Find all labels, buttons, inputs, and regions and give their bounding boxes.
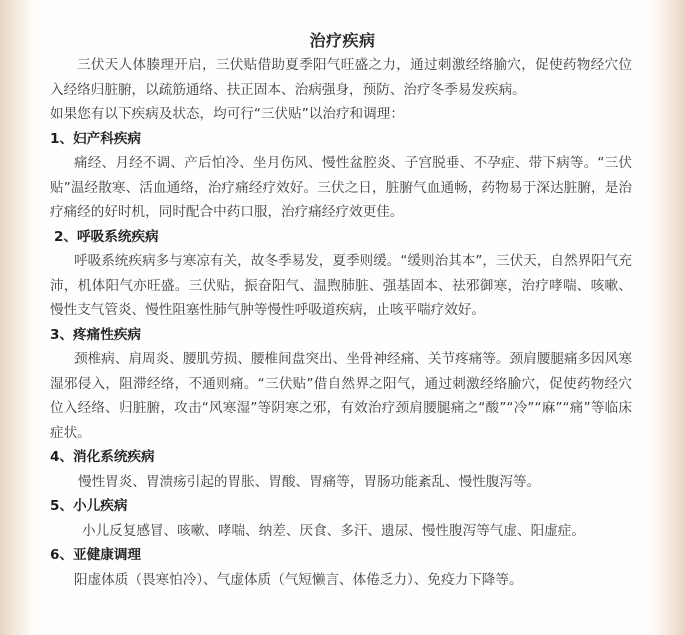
section-heading-gynecology: 1、妇产科疾病 — [50, 130, 142, 147]
section-heading-digestive: 4、消化系统疾病 — [50, 449, 155, 465]
intro-lead-in: 如果您有以下疾病及状态，均可行“三伏贴”以治疗和调理： — [50, 106, 404, 122]
section-heading-pain: 3、疼痛性疾病 — [50, 326, 142, 343]
section-text-gynecology: 痛经、月经不调、产后怕冷、坐月伤风、慢性盆腔炎、子宫脱垂、不孕症、带下病等。“三伏贴”温经散寒、活血通络，治疗痛经疗效好。三伏之日，脏腑气血通畅，药物易于深达脏腑，是治疗痛经的好时机，同时配合中药口服，治疗痛经疗效更佳。 — [50, 155, 632, 220]
section-heading-respiratory: 2、呼吸系统疾病 — [54, 228, 159, 245]
page-title: 治疗疾病 — [309, 31, 376, 50]
section-text-respiratory: 呼吸系统疾病多与寒凉有关，故冬季易发，夏季则缓。“缓则治其本”，三伏天，自然界阳气充沛，机体阳气亦旺盛。三伏贴，振奋阳气、温煦肺脏、强基固本、祛邪御寒，治疗哮喘、咳嗽、慢性支气管炎、慢性阻塞性肺气肿等慢性呼吸道疾病，止咳平喘疗效好。 — [50, 253, 632, 318]
section-text-digestive: 慢性胃炎、胃溃疡引起的胃胀、胃酸、胃痛等，胃肠功能紊乱、慢性腹泻等。 — [78, 473, 541, 490]
section-heading-pediatric: 5、小儿疾病 — [50, 498, 128, 514]
intro-paragraph: 三伏天人体腠理开启，三伏贴借助夏季阳气旺盛之力，通过刺激经络腧穴，促使药物经穴位入经络归脏腑，以疏筋通络、扶正固本、治病强身，预防、治疗冬季易发疾病。 — [50, 57, 632, 98]
section-text-pain: 颈椎病、肩周炎、腰肌劳损、腰椎间盘突出、坐骨神经痛、关节疼痛等。颈肩腰腿痛多因风寒湿邪侵入，阻滞经络，不通则痛。“三伏贴”借自然界之阳气，通过刺激经络腧穴，促使药物经穴位入经络、归脏腑，攻击“风寒湿”等阴寒之邪，有效治疗颈肩腰腿痛之“酸”“冷”“麻”“痛”等临床症状。 — [50, 351, 632, 441]
section-text-subhealth: 阳虚体质（畏寒怕冷）、气虚体质（气短懒言、体倦乏力）、免疫力下降等。 — [74, 571, 523, 588]
section-heading-subhealth: 6、亚健康调理 — [50, 547, 142, 563]
section-text-pediatric: 小儿反复感冒、咳嗽、哮喘、纳差、厌食、多汗、遗尿、慢性腹泻等气虚、阳虚症。 — [82, 522, 585, 539]
article-body — [50, 53, 632, 592]
